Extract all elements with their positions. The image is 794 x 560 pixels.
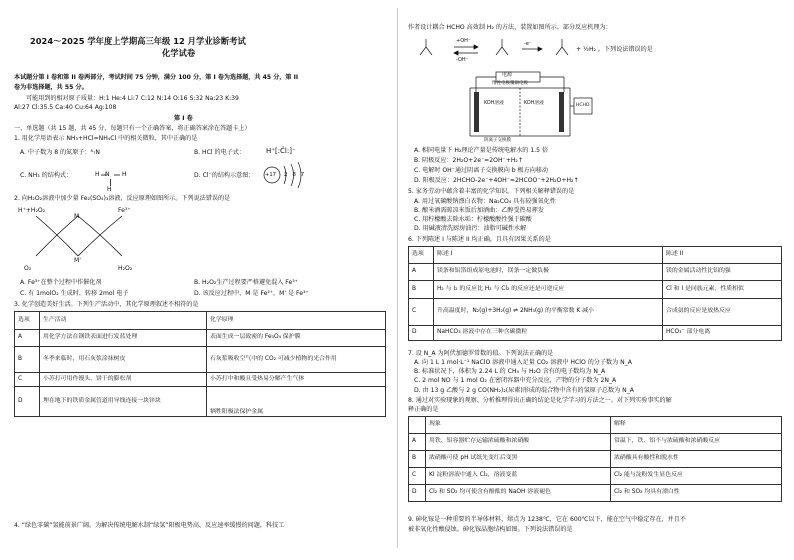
q5-option-b: B. 酿米酒需晾凉米饭后加酒曲：乙醇受热易挥发	[414, 207, 544, 214]
table-cell: 镁的金属活动性比铝的强	[663, 264, 782, 281]
q4-stem: 4. “绿色零碳”氢能前景广阔。为解决传统电解水制“绿氢”阳极电势高、反应速率缓慢的问题，科技工	[14, 522, 285, 529]
atomic-masses-2: Al:27 Cl:35.5 Ca:40 Cu:64 Ag:108	[14, 104, 117, 111]
q4-stem-continued: 作者设计耦合 HCHO 高效制 H₂ 的方法，装置如图所示。部分反应机理为：	[408, 24, 612, 31]
table-cell: A	[409, 264, 434, 281]
q7-option-b: B. 标准状况下，体积为 2.24 L 的 CH₄ 与 H₂O 含有的电子数均为 N_A	[414, 368, 606, 375]
table-cell: 小苏打中和酸且受热易分解产生气体	[207, 373, 386, 387]
diagram-label-h2o2: H₂O₂	[118, 265, 133, 272]
q1-option-c: C. NH₃ 的结构式：	[20, 172, 73, 179]
q7-stem: 7. 设 N_A 为阿伏加德罗常数的值。下列说法正确的是	[408, 350, 554, 357]
q7-option-a: A. 向 1 L 1 mol·L⁻¹ NaClO 溶液中通入足量 CO₂ 溶液中 HClO 的分子数为 N_A	[414, 359, 632, 366]
diagram-label-h-h2o2: H⁺+H₂O₂	[18, 207, 46, 214]
table-header: 陈述 I	[434, 247, 663, 264]
table-cell: KI 淀粉溶液中通入 Cl₂，溶液变蓝	[426, 468, 611, 485]
table-cell: Cl₂ 能与淀粉发生显色反应	[611, 468, 782, 485]
table-header: 陈述 II	[663, 247, 782, 264]
table-cell: 表面生成一层致密的 Fe₃O₄ 保护膜	[207, 330, 386, 347]
q8-stem: 8. 通过对实验现象的观察、分析推理得出正确的结论是化学学习的方法之一。对下列实验事实的解	[408, 397, 672, 404]
table-cell: NaHCO₃ 溶液中存在三种含碳微粒	[434, 326, 663, 341]
column-divider	[397, 8, 398, 548]
table-header	[409, 417, 426, 434]
table-cell: 用化学方法在钢铁表面进行发蓝处理	[40, 330, 207, 347]
table-cell: HCO₃⁻ 部分电离	[663, 326, 782, 341]
q2-option-b: B. H₂O₂生产过程要严格避免混入 Fe³⁺	[194, 279, 298, 286]
diagram-label-m: M	[74, 213, 80, 220]
q4-option-c: C. 电解时 OH⁻通过阴离子交换膜向 b 极方向移动	[414, 167, 548, 174]
nh3-n-atom: N	[105, 171, 110, 178]
nh3-h-left: H	[95, 171, 100, 178]
left-column	[14, 0, 386, 560]
electron-shells: 2 8 7	[284, 172, 305, 178]
nh3-h-bottom: H	[107, 186, 112, 193]
table-cell: B	[15, 347, 40, 373]
table-cell: 冬季来临时，用石灰浆涂抹树皮	[40, 347, 207, 373]
table-cell: Cl₂ 和 SO₂ 均具有漂白性	[611, 485, 782, 502]
mechanism-end-text: + ½H₂ 。下列说法错误的是	[576, 46, 653, 53]
table-cell: B	[409, 451, 426, 468]
q1-option-d: D. Cl⁻的结构示意图：	[194, 172, 255, 179]
q6-table	[408, 246, 782, 341]
table-cell: B	[409, 281, 434, 299]
table-header: 选项	[409, 247, 434, 264]
q2-option-c: C. 有 1molO₂ 生成时，转移 2mol 电子	[20, 290, 129, 297]
q5-stem: 5. 家务劳动中蕴含着丰富的化学知识。下列相关解释错误的是	[408, 188, 575, 195]
q3-stem: 3. 化学创造美好生活。下列生产活动中，其化学原理叙述不相符的是	[14, 301, 199, 308]
nucleus-charge: +17	[265, 172, 276, 178]
hcl-electron-formula: H⁺[:C̈l:]⁻	[266, 147, 296, 155]
q2-option-d: D. 该反应过程中，M 是 Fe²⁺，M' 是 Fe³⁺	[194, 290, 309, 297]
diagram-label-fe3: Fe³⁺	[118, 207, 131, 214]
intro-line-1: 本试题分第 I 卷和第 II 卷两部分，考试时间 75 分钟，满分 100 分，第 I 卷为选择题，共 45 分，第 II	[14, 74, 299, 81]
q1-option-b: B. HCl 的电子式：	[194, 149, 245, 156]
q9-stem-2: 被非氧化性酸侵蚀。砷化镓晶胞结构如图。下列说法错误的是	[408, 526, 573, 533]
table-header: 解释	[611, 417, 782, 434]
table-cell: 牺牲阳极法保护金属	[207, 387, 386, 417]
arrow-label-remove-oh: -OH⁻	[456, 57, 469, 63]
exam-title: 2024～2025 学年度上学期高三年级 12 月学业诊断考试	[30, 36, 246, 46]
q7-option-c: C. 2 mol NO 与 1 mol O₂ 在密闭容器中充分反应，产物的分子数为 2N_A	[414, 377, 617, 384]
exam-subtitle: 化学试卷	[162, 48, 196, 58]
table-cell: 埋在地下的铁质金属管道用导线连接一块锌块	[40, 387, 207, 417]
table-cell: 升高温度时，N₂(g)+3H₂(g) ⇌ 2NH₃(g) 的平衡常数 K 减小	[434, 299, 663, 326]
q5-option-c: C. 用柠檬酸去除水垢：柠檬酸酸性强于碳酸	[414, 216, 532, 223]
table-cell: 常温下，铁、铝不与浓硫酸和浓硝酸反应	[611, 434, 782, 451]
q9-stem: 9. 砷化镓是一种重要的半导体材料，熔点为 1238℃，它在 600℃以下，能在空气中稳定存在，并且不	[408, 516, 686, 523]
table-cell: 浓硝酸具有酸性和脱水性	[611, 451, 782, 468]
q8-table	[408, 416, 782, 502]
diagram-label-o2: O₂	[24, 265, 32, 272]
table-header: 生产活动	[40, 312, 207, 330]
table-cell: 用铁、铝容器贮存运输浓硫酸和浓硝酸	[426, 434, 611, 451]
q4-option-d: D. 阳极反应：2HCHO-2e⁻+4OH⁻=2HCOO⁻+2H₂O+H₂↑	[414, 177, 579, 184]
device-hcho-label: HCHO	[576, 103, 590, 108]
table-cell: D	[409, 326, 434, 341]
q6-stem: 6. 下列陈述 I 与陈述 II 均正确，且具有因果关系的是	[408, 236, 551, 243]
part-heading: 第 I 卷	[174, 115, 193, 122]
table-header: 选项	[15, 312, 40, 330]
table-cell: A	[15, 330, 40, 347]
table-cell: Cl₂ 和 SO₂ 均可使含有酚酞的 NaOH 溶液褪色	[426, 485, 611, 502]
device-koh-right: KOH溶液	[524, 101, 544, 106]
atomic-masses-1: 可能用到的相对原子质量：H:1 He:4 Li:7 C:12 N:14 O:16 S:32 Na:23 K:39	[26, 95, 239, 102]
diagram-label-m-prime: M'	[74, 257, 81, 264]
table-cell: A	[409, 434, 426, 451]
table-cell: C	[409, 299, 434, 326]
device-koh-left: KOH溶液	[484, 101, 504, 106]
q2-option-a: A. Fe³⁺在整个过程中作催化剂	[20, 279, 102, 286]
right-column	[408, 0, 782, 560]
device-membrane-label: 阴离子交换膜	[484, 138, 511, 143]
table-cell: 合成氨的反应是放热反应	[663, 299, 782, 326]
table-cell: 小苏打可用作馒头、饼干的膨松剂	[40, 373, 207, 387]
q4-option-a: A. 相同电量下 H₂理论产量是传统电解水的 1.5 倍	[414, 147, 549, 154]
arrow-label-add-oh: +OH⁻	[456, 38, 471, 44]
section-heading: 一、单选题（共 15 题，共 45 分，每题只有一个正确答案，将正确答案涂在答题卡上）	[14, 125, 251, 132]
q7-option-d: D. 由 13 g 乙酸与 2 g CO(NH₂)₂(尿素)形成的混合物中含有的氢原子总数为 N_A	[414, 387, 634, 394]
table-cell: C	[15, 373, 40, 387]
device-electrode-label: 惰性电极覆铜电极	[492, 81, 528, 86]
table-cell: 浓硝酸可使 pH 试纸先变红后变黑	[426, 451, 611, 468]
q2-stem: 2. 向H₂O₂溶液中加少量 Fe₂(SO₄)₃溶液，反应原理如图所示。下列说法错误的是	[14, 195, 231, 202]
intro-line-2: 卷为非选择题，共 55 分。	[14, 84, 88, 91]
table-header: 化学原理	[207, 312, 386, 330]
arrow-label-electron: -e⁻	[524, 41, 532, 47]
table-cell: D	[409, 485, 426, 502]
q8-stem-2: 释正确的是	[408, 406, 439, 413]
q3-table	[14, 311, 386, 417]
table-cell: H₂ 与 I₂ 的反应比 H₂ 与 Cl₂ 的反应还是可逆反应	[434, 281, 663, 299]
table-cell: 石灰浆吸收空气中的 CO₂ 可减少植物的光合作用	[207, 347, 386, 373]
nh3-h-right: H	[122, 171, 127, 178]
table-cell: D	[15, 387, 40, 417]
table-header: 现象	[426, 417, 611, 434]
table-cell: C	[409, 468, 426, 485]
q5-option-a: A. 用过氧碳酸钠漂白衣物：Na₂CO₄ 具有较强氧化性	[414, 198, 556, 205]
q1-stem: 1. 用化学用语表示 NH₃+HCl=NH₄Cl 中的相关微粒，其中正确的是	[14, 135, 198, 142]
table-cell: 镁条和铝箔组成原电池时，镁条一定做负极	[434, 264, 663, 281]
q1-option-a: A. 中子数为 8 的氮原子：⁸₇N	[20, 149, 100, 156]
q5-option-d: D. 用碱液清洗厨房油污：油脂可碱性水解	[414, 225, 527, 232]
q4-option-b: B. 阴极反应：2H₂O+2e⁻=2OH⁻+H₂↑	[414, 157, 523, 164]
device-power-label: 电源	[502, 72, 513, 78]
table-cell: Cl 和 I 是同族元素，性质相似	[663, 281, 782, 299]
